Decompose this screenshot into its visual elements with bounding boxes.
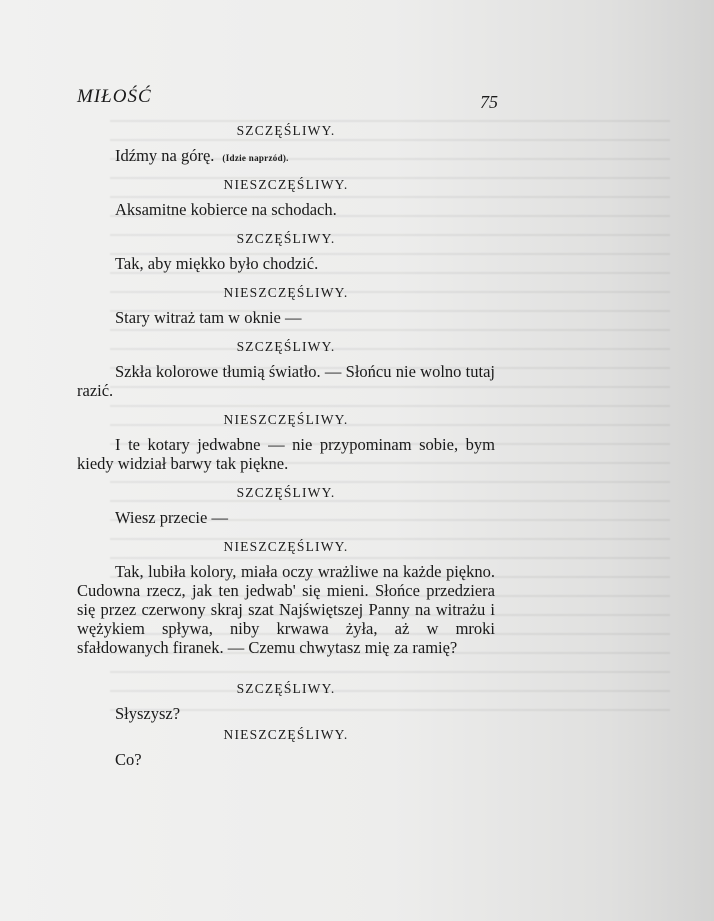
dialogue-line	[77, 704, 495, 723]
dialogue-line	[77, 308, 495, 327]
speaker-label: NIESZCZĘŚLIWY.	[223, 285, 349, 300]
speaker-label: SZCZĘŚLIWY.	[236, 123, 336, 138]
speaker-label: SZCZĘŚLIWY.	[236, 681, 336, 696]
dialogue-text: Idźmy na górę.	[115, 146, 215, 165]
dialogue-line	[77, 200, 495, 219]
dialogue-paragraph	[77, 362, 495, 400]
running-head: MIŁOŚĆ	[77, 86, 152, 107]
dialogue-text: Aksamitne kobierce na schodach.	[115, 200, 337, 219]
dialogue-line	[77, 146, 495, 168]
stage-direction: (Idzie naprzód).	[222, 153, 289, 163]
speaker-label: NIESZCZĘŚLIWY.	[223, 412, 349, 427]
speaker-label: SZCZĘŚLIWY.	[236, 231, 336, 246]
speaker-label: SZCZĘŚLIWY.	[236, 339, 336, 354]
page-number: 75	[480, 92, 498, 112]
dialogue-text: I te kotary jedwabne — nie przypominam sobie, bym kiedy widział barwy tak piękne.	[77, 435, 495, 473]
dialogue-paragraph	[77, 435, 495, 473]
speaker-label: NIESZCZĘŚLIWY.	[223, 177, 349, 192]
dialogue-paragraph	[77, 562, 495, 657]
dialogue-line	[77, 750, 495, 769]
speaker-label: NIESZCZĘŚLIWY.	[223, 727, 349, 742]
speaker-label: NIESZCZĘŚLIWY.	[223, 539, 349, 554]
dialogue-text: Szkła kolorowe tłumią światło. — Słońcu nie wolno tutaj razić.	[77, 362, 495, 400]
dialogue-text: Stary witraż tam w oknie —	[115, 308, 302, 327]
dialogue-text: Wiesz przecie —	[115, 508, 228, 527]
dialogue-text: Tak, lubiła kolory, miała oczy wrażliwe na każde piękno. Cudowna rzecz, jak ten jedwab' się mieni. Słońce przedziera się przez czerwony skraj szat Najświętszej Panny na witrażu i wężykiem spływa, niby krwawa żyła, aż w mroki sfałdowanych firanek. — Czemu chwytasz mię za ramię?	[77, 562, 495, 657]
dialogue-text: Słyszysz?	[115, 704, 181, 723]
dialogue-line	[77, 508, 495, 527]
dialogue-line	[77, 254, 495, 273]
dialogue-text: Tak, aby miękko było chodzić.	[115, 254, 319, 273]
speaker-label: SZCZĘŚLIWY.	[236, 485, 336, 500]
dialogue-text: Co?	[115, 750, 142, 769]
